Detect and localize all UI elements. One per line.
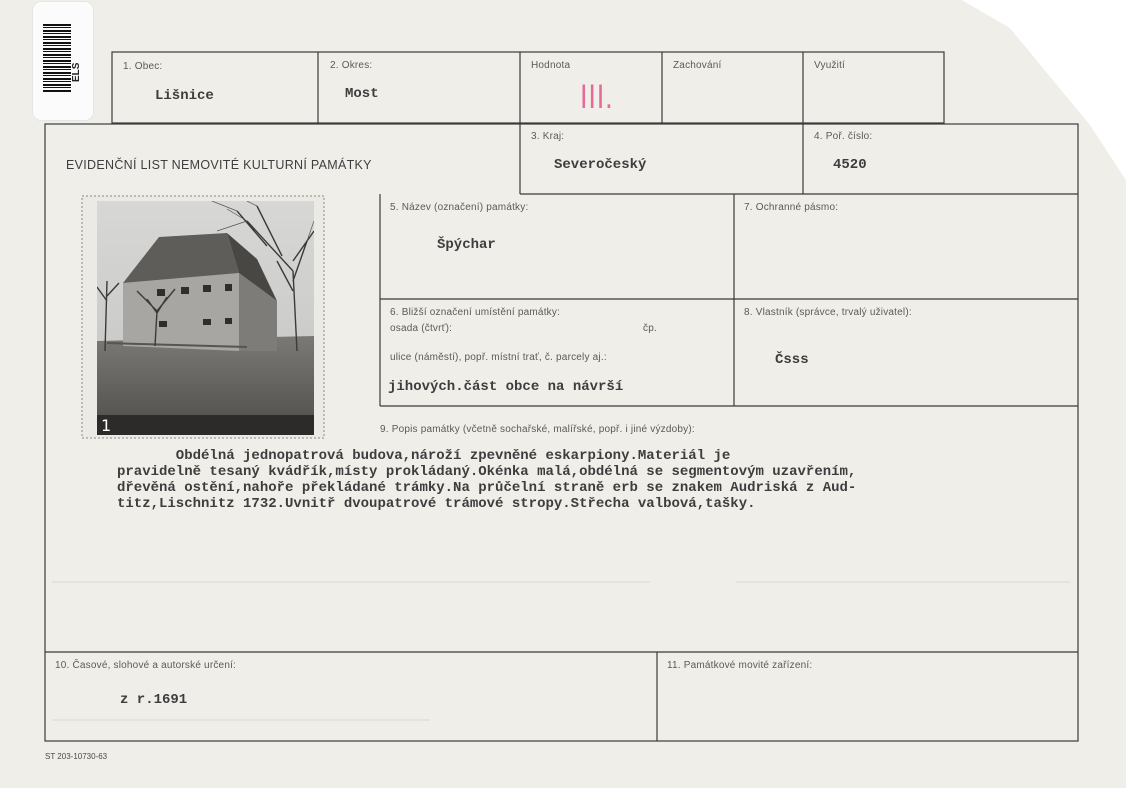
- hodnota-label: Hodnota: [531, 60, 571, 71]
- vlastnik-label: 8. Vlastník (správce, trvalý uživatel):: [744, 307, 912, 318]
- casove-value: z r.1691: [120, 692, 188, 708]
- obec-label: 1. Obec:: [123, 61, 163, 72]
- zachovani-label: Zachování: [673, 60, 722, 71]
- barcode-sticker: [33, 2, 93, 120]
- ulice-label: ulice (náměstí), popř. místní trať, č. parcely aj.:: [390, 352, 607, 363]
- popis-line: titz,Lischnitz 1732.Uvnitř dvoupatrové trámové stropy.Střecha valbová,tašky.: [117, 496, 756, 512]
- por-cislo-label: 4. Poř. číslo:: [814, 131, 873, 142]
- obec-value: Lišnice: [155, 88, 214, 104]
- vyuziti-label: Využití: [814, 60, 846, 71]
- ochranne-pasmo-label: 7. Ochranné pásmo:: [744, 202, 839, 213]
- popis-line: dřevěná ostění,nahoře překládané trámky.Na průčelní straně erb se znakem Audriská z Aud-: [117, 480, 857, 496]
- movite-label: 11. Památkové movité zařízení:: [667, 660, 813, 671]
- form-heading: EVIDENČNÍ LIST NEMOVITÉ KULTURNÍ PAMÁTKY: [66, 158, 372, 172]
- barcode-bars: [43, 24, 71, 92]
- kraj-label: 3. Kraj:: [531, 131, 565, 142]
- popis-line: Obdélná jednopatrová budova,nároží zpevněné eskarpiony.Materiál je: [117, 448, 731, 464]
- popis-text: [117, 448, 856, 512]
- por-cislo-value: 4520: [833, 157, 867, 173]
- nazev-label: 5. Název (označení) památky:: [390, 202, 529, 213]
- umisteni-label: 6. Bližší označení umístění památky:: [390, 307, 561, 318]
- building-photo: [97, 201, 314, 435]
- cp-label: čp.: [643, 323, 657, 334]
- vlastnik-value: Čsss: [775, 352, 809, 368]
- kraj-value: Severočeský: [554, 157, 647, 173]
- popis-label: 9. Popis památky (včetně sochařské, malířské, popř. i jiné výzdoby):: [380, 424, 695, 435]
- casove-label: 10. Časové, slohové a autorské určení:: [55, 660, 237, 671]
- umisteni-value: jihových.část obce na návrší: [388, 379, 624, 395]
- hodnota-value: III.: [580, 78, 614, 116]
- footer-code: ST 203-10730-63: [45, 752, 108, 761]
- okres-value: Most: [345, 86, 379, 102]
- osada-label: osada (čtvrť):: [390, 323, 453, 334]
- okres-label: 2. Okres:: [330, 60, 373, 71]
- photo-number: 1: [101, 416, 112, 435]
- barcode-text: ELS: [71, 62, 82, 82]
- popis-line: pravidelně tesaný kvádřík,místy prokládaný.Okénka malá,obdélná se segmentovým uzavřením,: [117, 464, 857, 480]
- nazev-value: Špýchar: [437, 237, 496, 253]
